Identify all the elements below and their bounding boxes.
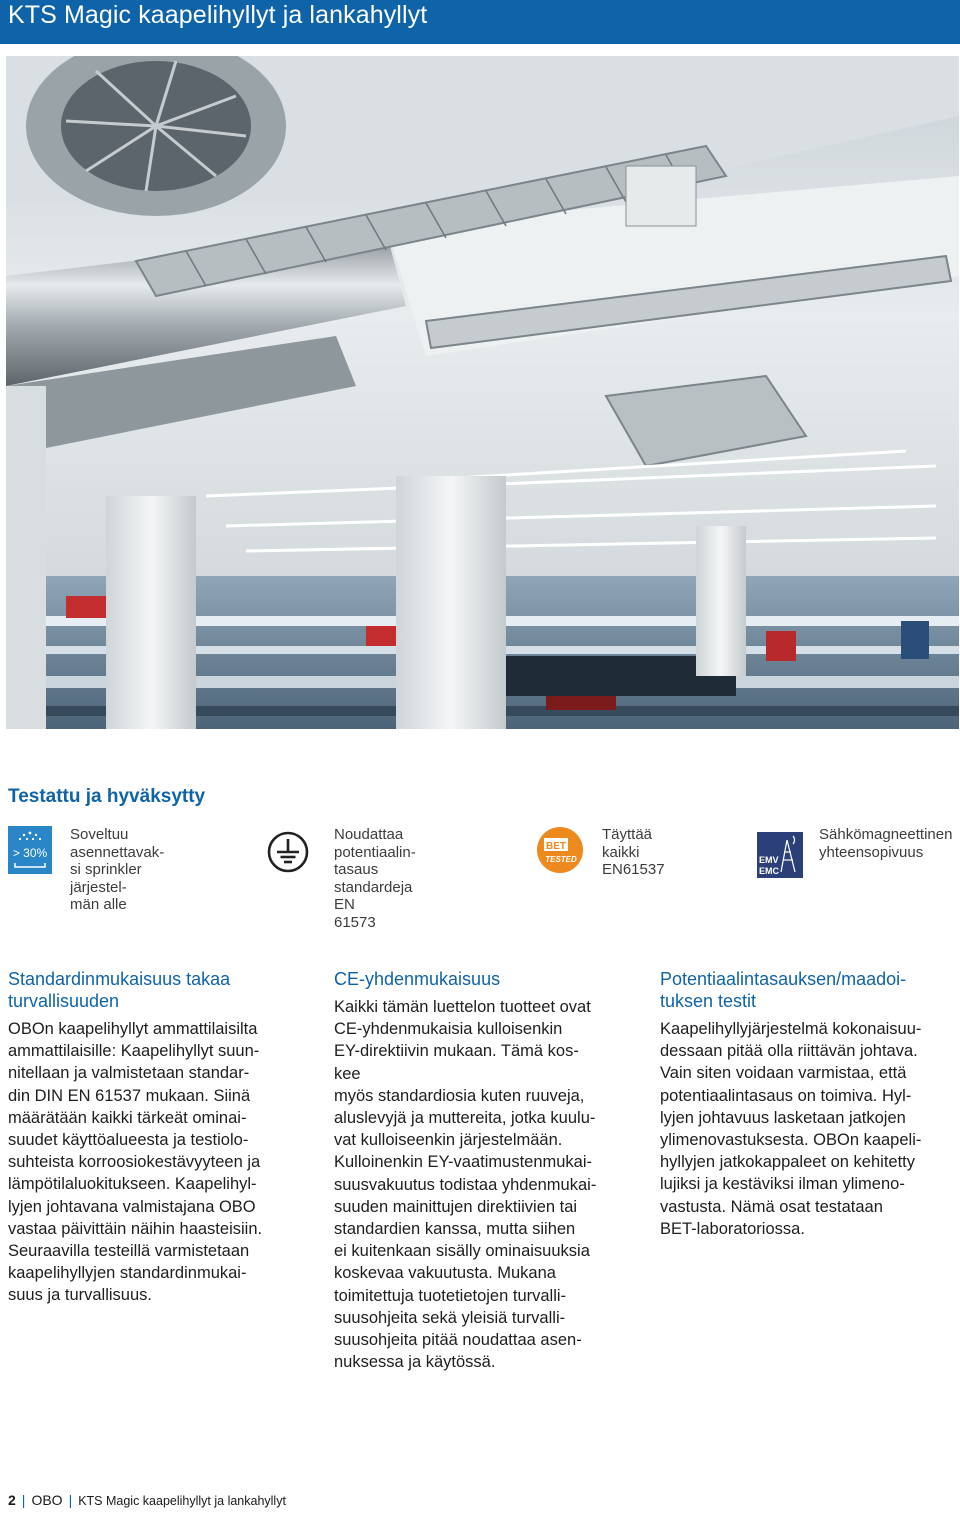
emv-emc-icon xyxy=(757,832,803,883)
column-ce xyxy=(334,968,624,1373)
emc-icon-text: EMC xyxy=(759,866,779,876)
column-heading: Potentiaalintasauksen/maadoi- tuksen testit xyxy=(660,969,907,1011)
sprinkler-icon-text: > 30% xyxy=(12,846,48,860)
column xyxy=(396,476,506,729)
section-heading-tested: Testattu ja hyväksytty xyxy=(8,786,206,807)
column-body: Kaikki tämän luettelon tuotteet ovat CE-yhdenmukaisia kulloisenkin EY-direktiivin mukaan. Tämä kos- kee myös standardiosia kuten ruuveja, aluslevyjä ja muttereita, jotka kuulu- vat kulloiseenkin järjestelmään. Kulloinenkin EY-vaatimustenmukai- suusvakuutus todistaa yhdenmukai- suuden mainittujen direktiivien tai standardien kanssa, mutta siihen ei kuitenkaan sisälly ominaisuuksia koskevaa vakuutusta. Mukana toimitettuja tuotetietojen turvalli- suusohjeita sekä yleisiä turvalli- suusohjeita pitää noudattaa asen- nuksessa ja käytössä. xyxy=(334,998,597,1372)
footer-brand: OBO xyxy=(31,1492,63,1508)
emv-icon-text: EMV xyxy=(759,855,779,865)
column-body: OBOn kaapelihyllyt ammattilaisilta ammattilaisille: Kaapelihyllyt suun- nitellaan ja valmistetaan standar- din DIN EN 61537 mukaan. Siinä määrätään kaikki tärkeät ominai- suudet käyttöalueesta ja testiolo- suhteista korroosiokestävyyteen ja lämpötilaluokitukseen. Kaapelihyl- lyjen johtavana valmistajana OBO vastaa päivittäin näihin haasteisiin. Seuraavilla testeillä varmistetaan kaapelihyllyjen standardinmukai- suus ja turvallisuus. xyxy=(8,1020,263,1305)
page-title: KTS Magic kaapelihyllyt ja lankahyllyt xyxy=(8,1,428,29)
column-standards xyxy=(8,968,298,1307)
column xyxy=(696,526,746,676)
feature-text: Noudattaa potentiaalin- tasaus standardeja EN 61573 xyxy=(334,826,416,931)
footer-divider: | xyxy=(68,1492,73,1508)
footer-doc-title: KTS Magic kaapelihyllyt ja lankahyllyt xyxy=(78,1494,286,1508)
junction-box xyxy=(626,166,696,226)
column-body: Kaapelihyllyjärjestelmä kokonaisuu- dessaan pitää olla riittävän johtava. Vain siten voidaan varmistaa, että potentiaalintasaus on toimiva. Hyl- lyjen johtavuus lasketaan jatkojen ylimenovastuksesta. OBOn kaapeli- hyllyjen jatkokappaleet on kehitetty lujiksi ja kestäviksi ilman ylimeno- vastusta. Nämä osat testataan BET-laboratoriossa. xyxy=(660,1020,922,1238)
column-heading: CE-yhdenmukaisuus xyxy=(334,969,501,989)
ground-icon xyxy=(266,830,310,879)
bet-tested-icon xyxy=(536,826,584,879)
column xyxy=(106,496,196,729)
warehouse-cable-tray-photo xyxy=(6,56,959,729)
sprinkler-icon xyxy=(8,826,52,879)
bet-icon-text: BET xyxy=(546,841,566,852)
feature-text: Täyttää kaikki EN61537 xyxy=(602,826,665,878)
column-grounding-tests xyxy=(660,968,950,1240)
page-footer xyxy=(8,1492,286,1508)
header-bar xyxy=(0,0,960,44)
column-heading: Standardinmukaisuus takaa turvallisuuden xyxy=(8,969,231,1011)
tested-icon-text: TESTED xyxy=(545,855,577,864)
page-number: 2 xyxy=(8,1492,16,1508)
column xyxy=(6,386,46,729)
feature-text: Soveltuu asennettavak- si sprinkler järjestel- män alle xyxy=(70,826,165,913)
feature-text: Sähkömagneettinen yhteensopivuus xyxy=(819,826,953,861)
footer-divider: | xyxy=(21,1492,26,1508)
